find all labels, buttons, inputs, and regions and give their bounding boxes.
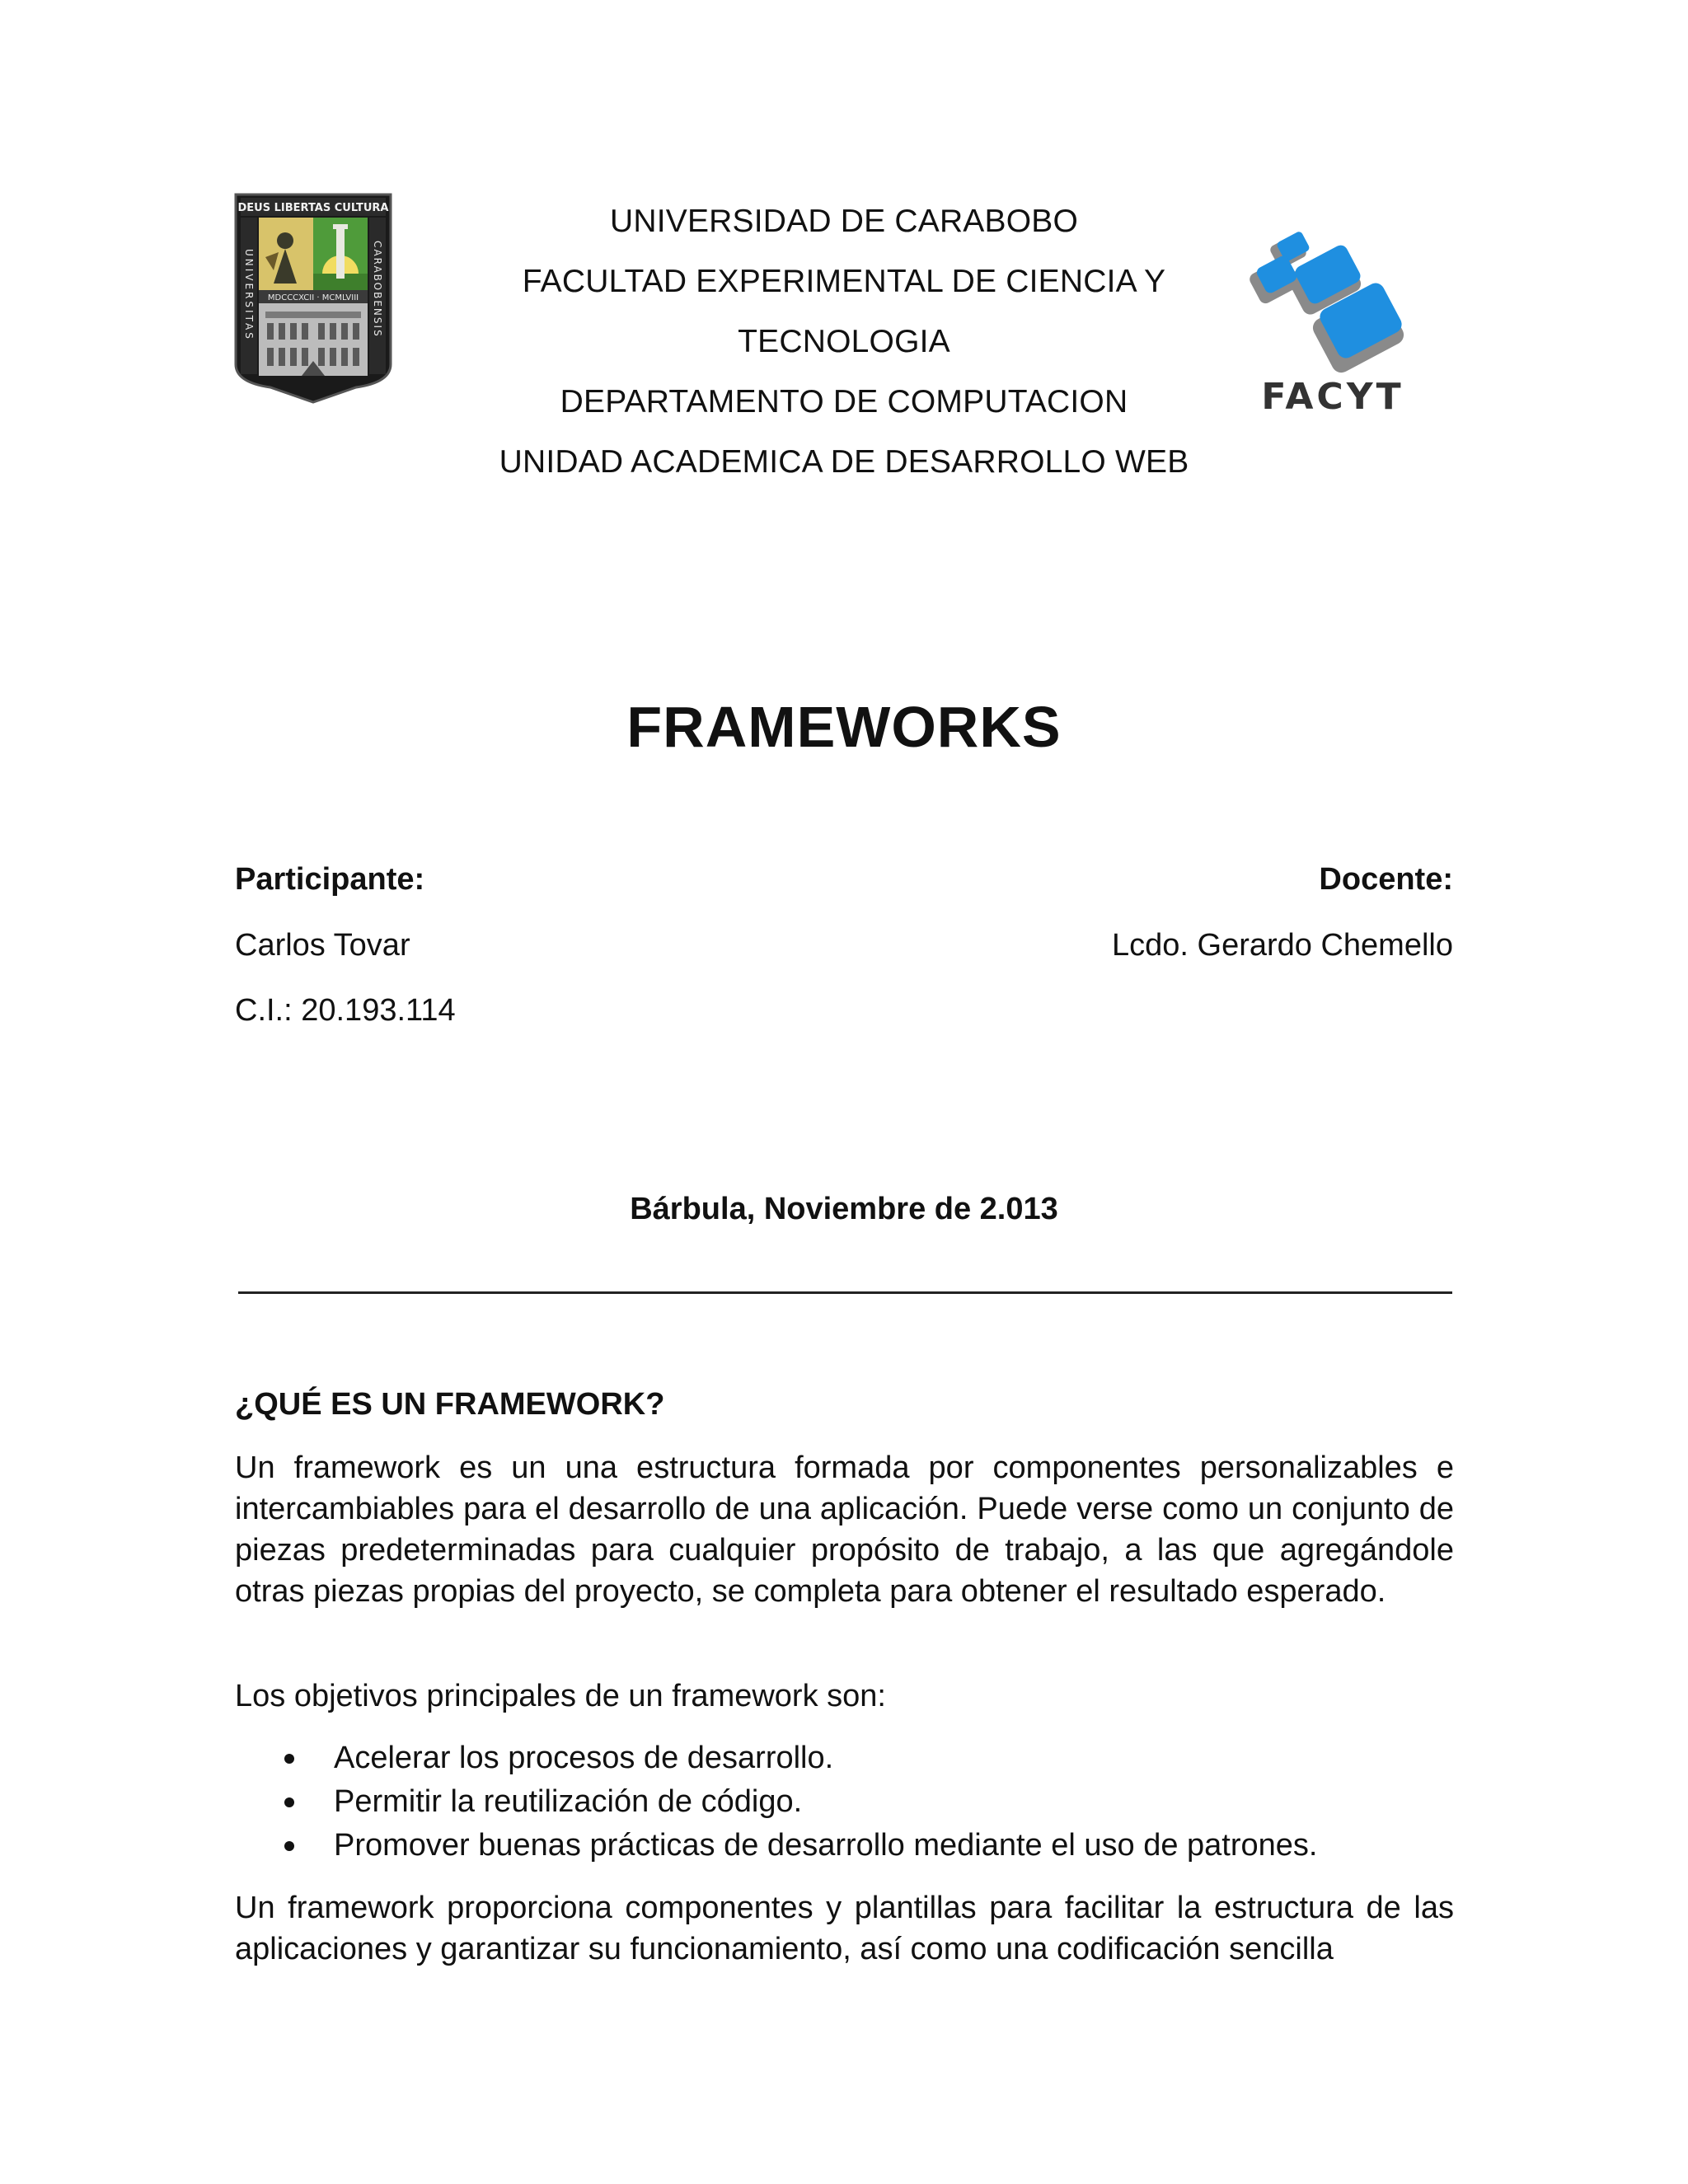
bullet-icon (284, 1841, 294, 1851)
header-line-department: DEPARTAMENTO DE COMPUTACION (560, 384, 1128, 419)
seal-date: MDCCCXCII · MCMLVIII (267, 293, 359, 302)
seal-motto: DEUS LIBERTAS CULTURA (237, 202, 389, 214)
institution-header (0, 191, 1688, 492)
list-item-text: Permitir la reutilización de código. (334, 1784, 803, 1819)
document-title: FRAMEWORKS (626, 695, 1062, 759)
list-item (235, 1736, 1454, 1780)
header-line-unit: UNIDAD ACADEMICA DE DESARROLLO WEB (499, 444, 1189, 480)
teacher-label: Docente: (1319, 862, 1453, 897)
seal-right-text: CARABOBENSIS (372, 241, 383, 338)
participant-label: Participante: (235, 862, 425, 897)
participant-name: Carlos Tovar (235, 928, 410, 963)
list-item (235, 1824, 1454, 1868)
header-line-faculty-cont: TECNOLOGIA (738, 324, 950, 359)
teacher-name: Lcdo. Gerardo Chemello (1112, 928, 1453, 963)
objectives-list (235, 1736, 1454, 1868)
list-item (235, 1780, 1454, 1824)
paragraph-components: Un framework proporciona componentes y plantillas para facilitar la estructura de las aplicaciones y garantizar su funcionamiento, así como una codificación sencilla (235, 1891, 1454, 1966)
section-heading: ¿QUÉ ES UN FRAMEWORK? (235, 1387, 665, 1422)
participant-id: C.I.: 20.193.114 (235, 993, 456, 1028)
horizontal-divider (238, 1291, 1452, 1294)
bullet-icon (284, 1754, 294, 1764)
facyt-logo-text: FACYT (1261, 376, 1404, 414)
header-line-faculty: FACULTAD EXPERIMENTAL DE CIENCIA Y (522, 264, 1166, 299)
paragraph-objectives-intro: Los objetivos principales de un framework son: (235, 1679, 886, 1713)
place-date: Bárbula, Noviembre de 2.013 (630, 1192, 1058, 1226)
list-item-text: Acelerar los procesos de desarrollo. (334, 1741, 834, 1775)
list-item-text: Promover buenas prácticas de desarrollo mediante el uso de patrones. (334, 1828, 1318, 1863)
paragraph-definition: Un framework es un una estructura formada por componentes personalizables e intercambiables para el desarrollo de una aplicación. Puede verse como un conjunto de piezas predeterminadas para cualquier propósito de trabajo, a las que agregándole otras piezas propias del proyecto, se completa para obtener el resultado esperado. (235, 1451, 1454, 1609)
bullet-icon (284, 1797, 294, 1807)
seal-left-text: UNIVERSITAS (243, 249, 255, 341)
facyt-logo (1246, 223, 1419, 414)
header-line-university: UNIVERSIDAD DE CARABOBO (609, 204, 1079, 239)
